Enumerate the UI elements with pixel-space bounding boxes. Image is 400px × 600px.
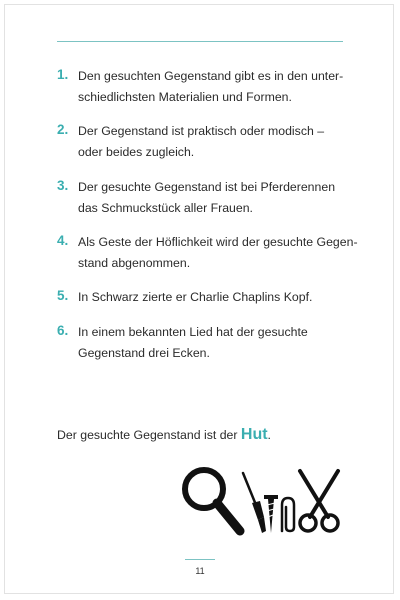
clue-number: 1. <box>57 67 69 82</box>
clue-text-line: das Schmuckstück aller Frauen. <box>78 200 253 215</box>
clue-text-line: Als Geste der Höflichkeit wird der gesuchte Gegen- <box>78 235 358 249</box>
answer-prefix: Der gesuchte Gegenstand ist der <box>57 428 241 442</box>
clue-text-line: Der gesuchte Gegenstand ist bei Pferderennen <box>78 180 336 194</box>
clue-text-line: schiedlichsten Materialien und Formen. <box>78 89 292 104</box>
answer-line <box>57 426 271 444</box>
clue-number: 4. <box>57 233 69 248</box>
clue-item <box>57 322 308 363</box>
clue-number: 2. <box>57 122 69 137</box>
tool-icons <box>178 465 343 540</box>
top-divider <box>57 41 343 42</box>
clue-text-line: oder beides zugleich. <box>78 144 195 159</box>
clue-text-line: stand abgenommen. <box>78 255 191 270</box>
clue-text-line: Gegenstand drei Ecken. <box>78 345 210 360</box>
paperclip-icon <box>282 498 294 531</box>
clue-number: 5. <box>57 288 69 303</box>
clue-item <box>57 66 343 107</box>
clue-text-line: Der Gegenstand ist praktisch oder modisch – <box>78 124 325 138</box>
clue-item <box>57 287 312 308</box>
scissors-icon <box>300 471 338 531</box>
screw-icon <box>264 495 278 533</box>
brush-icon <box>243 473 266 533</box>
clue-item <box>57 232 358 273</box>
clue-item <box>57 121 324 162</box>
clue-text-line: In Schwarz zierte er Charlie Chaplins Kopf. <box>78 290 313 304</box>
clue-text-line: Den gesuchten Gegenstand gibt es in den unter- <box>78 69 344 83</box>
clue-text-line: In einem bekannten Lied hat der gesuchte <box>78 325 308 339</box>
bottom-divider <box>185 559 215 560</box>
clue-item <box>57 177 335 218</box>
clue-number: 6. <box>57 323 69 338</box>
magnifying-glass-icon <box>185 470 240 531</box>
answer-word: Hut <box>240 426 268 443</box>
clue-number: 3. <box>57 178 69 193</box>
answer-suffix: . <box>267 428 271 442</box>
page-number: 11 <box>195 566 205 576</box>
